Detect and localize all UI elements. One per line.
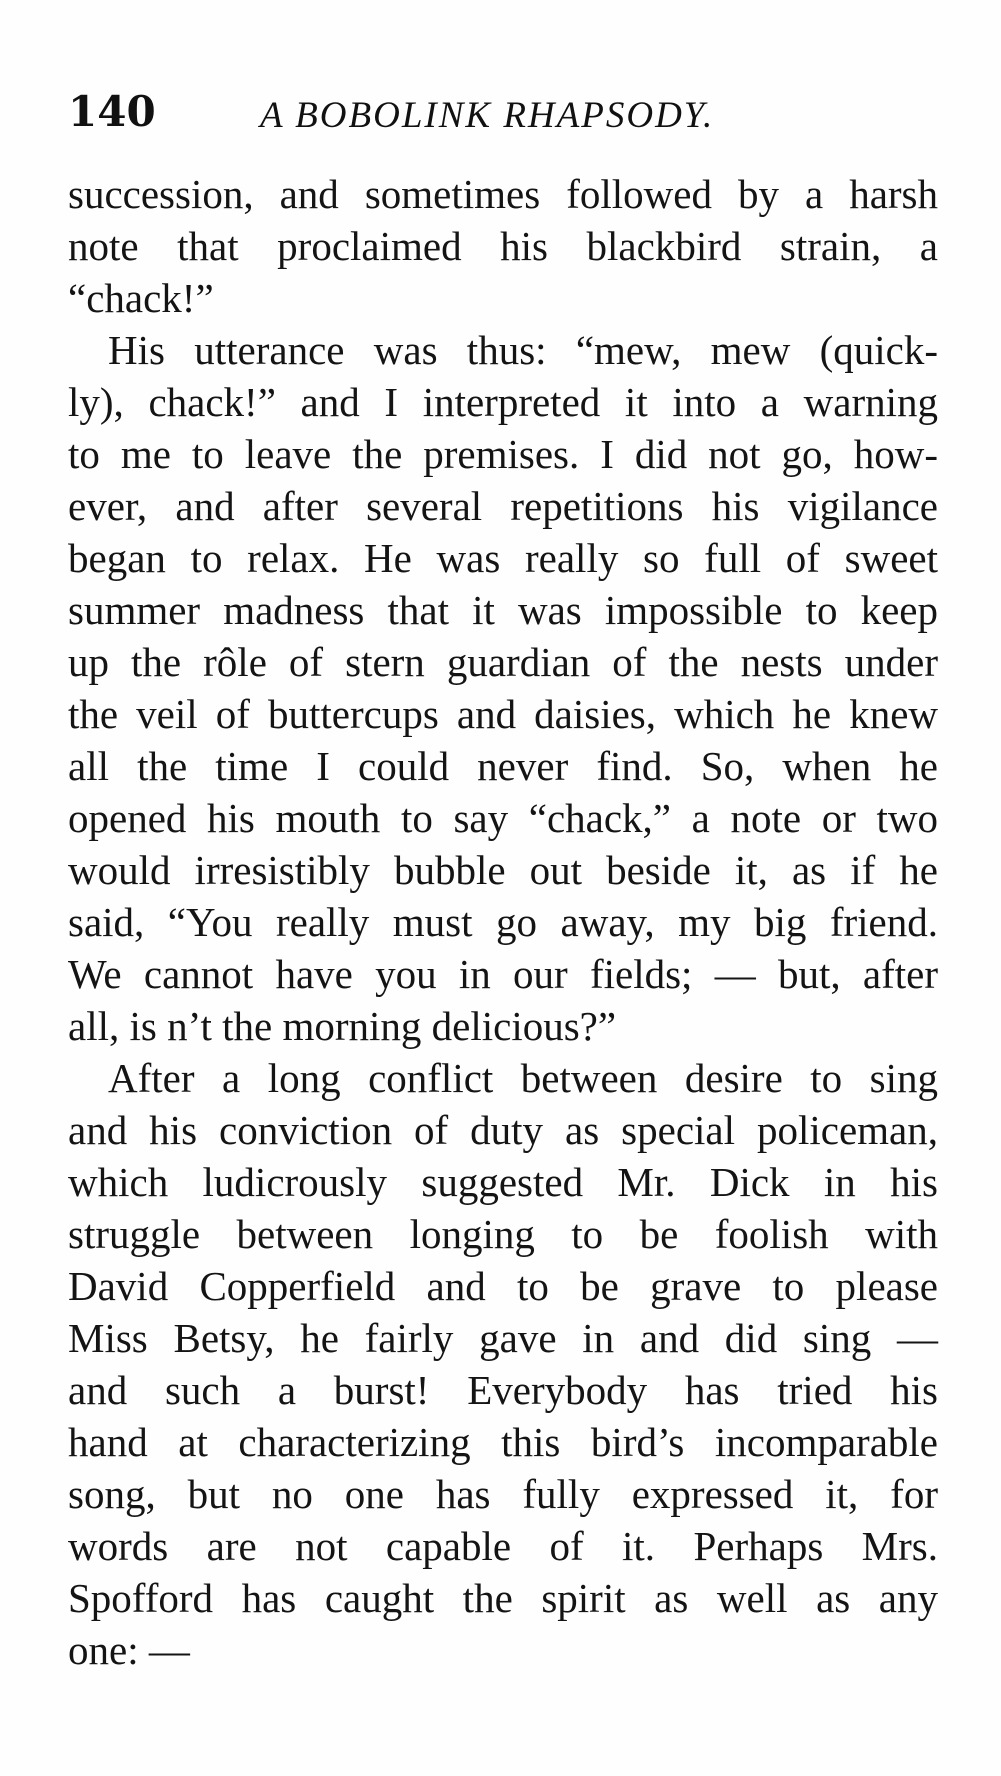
paragraph: [68, 1052, 938, 1676]
body-text: [68, 168, 938, 1676]
text-line: note that proclaimed his blackbird strain, a: [68, 223, 938, 269]
text-line: David Copperfield and to be grave to please: [68, 1263, 938, 1309]
text-line: said, “You really must go away, my big friend.: [68, 899, 938, 945]
text-line: would irresistibly bubble out beside it, as if he: [68, 847, 938, 893]
text-line: ever, and after several repetitions his vigilance: [68, 483, 938, 529]
text-line: song, but no one has fully expressed it, for: [68, 1471, 938, 1517]
text-line: After a long conflict between desire to sing: [108, 1055, 938, 1101]
text-line: and such a burst! Everybody has tried his: [68, 1367, 938, 1413]
paragraph: [68, 168, 938, 324]
text-line: words are not capable of it. Perhaps Mrs.: [68, 1523, 938, 1569]
text-line: “chack!”: [68, 275, 214, 321]
text-line: summer madness that it was impossible to keep: [68, 587, 938, 633]
text-line: up the rôle of stern guardian of the nests under: [68, 639, 938, 685]
text-line: all, is n’t the morning delicious?”: [68, 1003, 617, 1049]
text-line: struggle between longing to be foolish with: [68, 1211, 938, 1257]
text-line: which ludicrously suggested Mr. Dick in his: [68, 1159, 938, 1205]
page-number: 140: [68, 87, 156, 136]
text-line: to me to leave the premises. I did not go, how-: [68, 431, 938, 477]
paragraph: [68, 324, 938, 1052]
page-header: [68, 86, 948, 146]
text-line: We cannot have you in our fields; — but, after: [68, 951, 938, 997]
text-line: succession, and sometimes followed by a harsh: [68, 171, 938, 217]
text-line: began to relax. He was really so full of sweet: [68, 535, 938, 581]
running-title: A BOBOLINK RHAPSODY.: [260, 95, 715, 136]
text-line: ly), chack!” and I interpreted it into a warning: [68, 379, 938, 425]
text-line: hand at characterizing this bird’s incomparable: [68, 1419, 938, 1465]
text-line: Miss Betsy, he fairly gave in and did sing —: [68, 1315, 938, 1361]
text-line: one: —: [68, 1627, 190, 1673]
text-line: His utterance was thus: “mew, mew (quick-: [108, 327, 938, 373]
text-line: the veil of buttercups and daisies, which he knew: [68, 691, 938, 737]
text-line: all the time I could never find. So, when he: [68, 743, 938, 789]
text-line: opened his mouth to say “chack,” a note or two: [68, 795, 938, 841]
text-line: Spofford has caught the spirit as well as any: [68, 1575, 938, 1621]
text-line: and his conviction of duty as special policeman,: [68, 1107, 938, 1153]
